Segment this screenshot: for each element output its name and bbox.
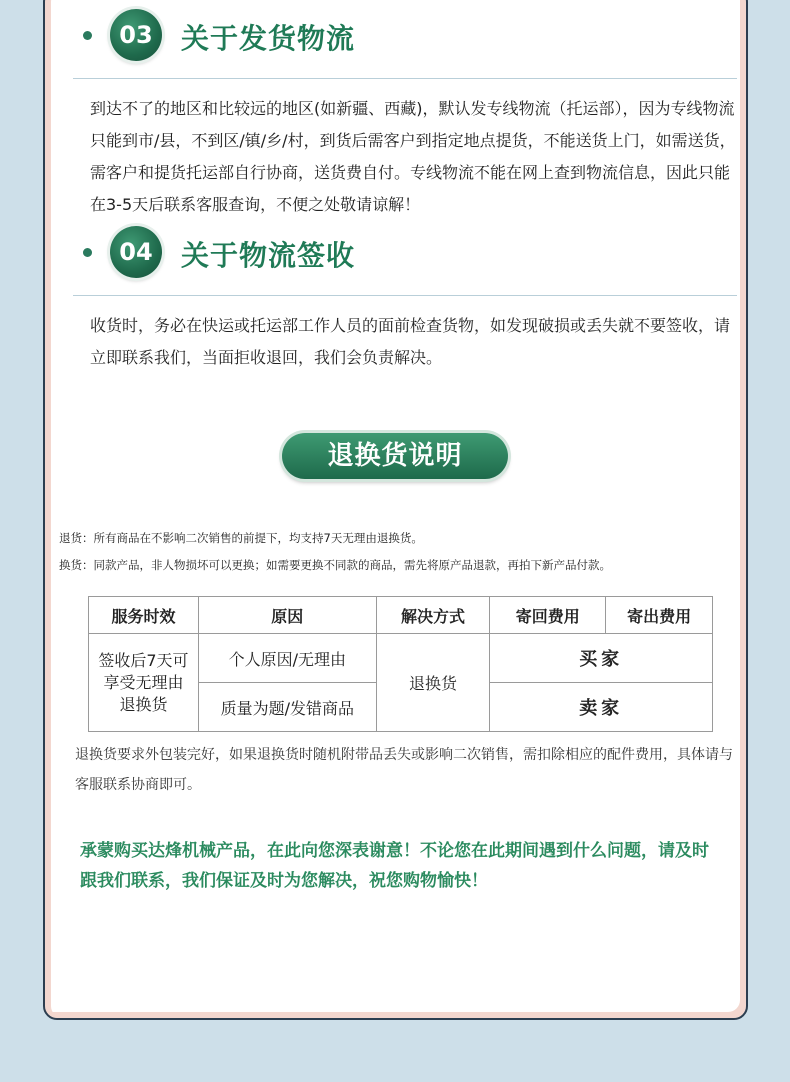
reason-cell: 个人原因/无理由 bbox=[198, 634, 376, 683]
section-body: 收货时，务必在快运或托运部工作人员的面前检查货物，如发现破损或丢失就不要签收，请立即联系我们，当面拒收退回，我们会负责解决。 bbox=[90, 316, 731, 367]
fee-payer-cell: 卖家 bbox=[490, 683, 713, 732]
divider bbox=[73, 295, 737, 296]
section-header-04 bbox=[45, 222, 750, 282]
section-title: 关于发货物流 bbox=[181, 22, 356, 55]
return-policy-line: 退货：所有商品在不影响二次销售的前提下，均支持7天无理由退换货。 bbox=[59, 531, 423, 545]
solution-cell: 退换货 bbox=[376, 634, 490, 732]
returns-policy-table bbox=[88, 596, 713, 732]
service-period-cell bbox=[89, 634, 199, 732]
service-period-text: 签收后7天可享受无理由退换货 bbox=[98, 650, 189, 714]
table-row bbox=[89, 634, 713, 683]
divider bbox=[73, 78, 737, 79]
returns-note: 退换货要求外包装完好，如果退换货时随机附带品丢失或影响二次销售，需扣除相应的配件费用，具体请与客服联系协商即可。 bbox=[75, 747, 733, 793]
table-header-cell: 解决方式 bbox=[376, 597, 490, 634]
table-header-row bbox=[89, 597, 713, 634]
table-header-cell: 服务时效 bbox=[89, 597, 199, 634]
thank-you-message: 承蒙购买达烽机械产品，在此向您深表谢意！不论您在此期间遇到什么问题，请及时跟我们联系，我们保证及时为您解决，祝您购物愉快！ bbox=[80, 841, 709, 891]
section-number-badge: 04 bbox=[110, 226, 162, 278]
section-number-badge: 03 bbox=[110, 9, 162, 61]
reason-cell: 质量为题/发错商品 bbox=[198, 683, 376, 732]
table-header-cell: 寄回费用 bbox=[490, 597, 606, 634]
content-card bbox=[43, 0, 748, 1020]
section-title: 关于物流签收 bbox=[181, 239, 356, 272]
section-body: 到达不了的地区和比较远的地区(如新疆、西藏)，默认发专线物流（托运部），因为专线物流只能到市/县，不到区/镇/乡/村，到货后需客户到指定地点提货，不能送货上门，如需送货，需客户和提货托运部自行协商，送货费自付。专线物流不能在网上查到物流信息，因此只能在3-5天后联系客服查询，不便之处敬请谅解！ bbox=[90, 99, 736, 214]
table-header-cell: 原因 bbox=[198, 597, 376, 634]
returns-heading-pill: 退换货说明 bbox=[282, 433, 508, 479]
bullet-dot-icon bbox=[83, 248, 92, 257]
section-header-03 bbox=[45, 5, 750, 65]
fee-payer-cell: 买家 bbox=[490, 634, 713, 683]
bullet-dot-icon bbox=[83, 31, 92, 40]
table-header-cell: 寄出费用 bbox=[606, 597, 713, 634]
exchange-policy-line: 换货：同款产品，非人物损坏可以更换；如需要更换不同款的商品，需先将原产品退款，再拍下新产品付款。 bbox=[59, 558, 611, 572]
